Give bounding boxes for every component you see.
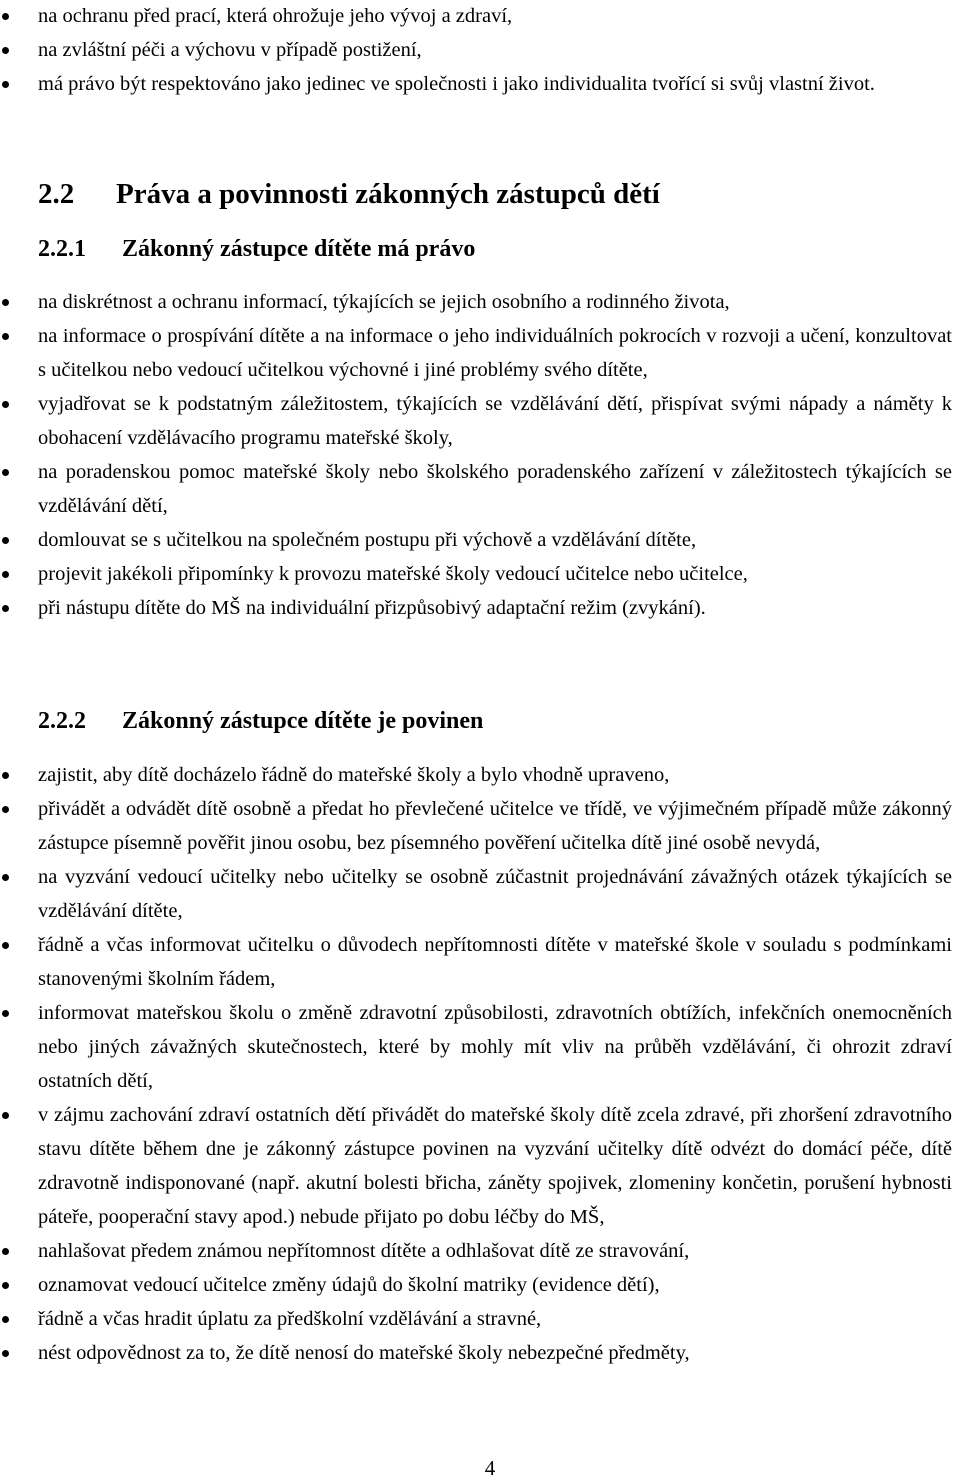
bullet-icon bbox=[2, 806, 9, 813]
list-item-text: řádně a včas informovat učitelku o důvodech nepřítomnosti dítěte v mateřské škole v souladu s podmínkami stanovenými školním řádem, bbox=[38, 934, 952, 990]
section-number: 2.2.2 bbox=[38, 708, 86, 734]
list-item bbox=[0, 1268, 960, 1302]
list-item-text: řádně a včas hradit úplatu za předškolní vzdělávání a stravné, bbox=[38, 1308, 542, 1330]
section-title: Zákonný zástupce dítěte je povinen bbox=[122, 708, 484, 734]
bullet-icon bbox=[2, 1282, 9, 1289]
bullet-icon bbox=[2, 1112, 9, 1119]
list-item bbox=[0, 557, 960, 591]
list-item bbox=[0, 928, 960, 996]
bullet-icon bbox=[2, 571, 9, 578]
list-item-text: má právo být respektováno jako jedinec ve společnosti i jako individualita tvořící si svůj vlastní život. bbox=[38, 73, 875, 95]
list-item bbox=[0, 67, 960, 101]
bullet-icon bbox=[2, 299, 9, 306]
bullet-icon bbox=[2, 874, 9, 881]
section-heading-2-2-1 bbox=[38, 236, 475, 263]
list-item-text: projevit jakékoli připomínky k provozu mateřské školy vedoucí učitelce nebo učitelce, bbox=[38, 563, 748, 585]
list-item-text: přivádět a odvádět dítě osobně a předat ho převlečené učitelce ve třídě, ve výjimečném případě může zákonný zástupce písemně pověřit jinou osobu, bez písemného pověření učitelka dítě jiné osobě nevydá, bbox=[38, 798, 952, 854]
bullet-icon bbox=[2, 605, 9, 612]
list-item bbox=[0, 1234, 960, 1268]
list-item-text: nést odpovědnost za to, že dítě nenosí do mateřské školy nebezpečné předměty, bbox=[38, 1342, 690, 1364]
page-number: 4 bbox=[484, 1456, 496, 1480]
list-item bbox=[0, 455, 960, 523]
list-item-text: na zvláštní péči a výchovu v případě postižení, bbox=[38, 39, 422, 61]
list-item bbox=[0, 1098, 960, 1234]
bullet-icon bbox=[2, 13, 9, 20]
section-title: Zákonný zástupce dítěte má právo bbox=[122, 236, 476, 262]
list-item bbox=[0, 285, 960, 319]
list-item bbox=[0, 0, 960, 33]
list-item bbox=[0, 758, 960, 792]
bullet-icon bbox=[2, 401, 9, 408]
list-item-text: oznamovat vedoucí učitelce změny údajů do školní matriky (evidence dětí), bbox=[38, 1274, 660, 1296]
list-item-text: na ochranu před prací, která ohrožuje jeho vývoj a zdraví, bbox=[38, 5, 513, 27]
bullet-icon bbox=[2, 772, 9, 779]
list-item-text: při nástupu dítěte do MŠ na individuální přizpůsobivý adaptační režim (zvykání). bbox=[38, 597, 706, 619]
bullet-icon bbox=[2, 333, 9, 340]
intro-list bbox=[0, 0, 960, 101]
list-item bbox=[0, 860, 960, 928]
list-item-text: na poradenskou pomoc mateřské školy nebo školského poradenského zařízení v záležitostech týkajících se vzdělávání dětí, bbox=[38, 461, 952, 517]
bullet-icon bbox=[2, 81, 9, 88]
section-heading-2-2-2 bbox=[38, 708, 483, 735]
list-item bbox=[0, 591, 960, 625]
list-item-text: na informace o prospívání dítěte a na informace o jeho individuálních pokrocích v rozvoji a učení, konzultovat s učitelkou nebo vedoucí učitelkou výchovné i jiné problémy svého dítěte, bbox=[38, 325, 952, 381]
bullet-icon bbox=[2, 469, 9, 476]
list-item bbox=[0, 33, 960, 67]
list-item-text: na diskrétnost a ochranu informací, týkajících se jejich osobního a rodinného života, bbox=[38, 291, 730, 313]
section-title: Práva a povinnosti zákonných zástupců dětí bbox=[116, 178, 660, 210]
section-number: 2.2 bbox=[38, 178, 75, 210]
bullet-icon bbox=[2, 1316, 9, 1323]
list-item bbox=[0, 792, 960, 860]
section-heading-2-2 bbox=[38, 178, 660, 211]
list-item bbox=[0, 319, 960, 387]
bullet-icon bbox=[2, 47, 9, 54]
bullet-icon bbox=[2, 1350, 9, 1357]
list-item bbox=[0, 387, 960, 455]
section-number: 2.2.1 bbox=[38, 236, 86, 262]
bullet-icon bbox=[2, 1010, 9, 1017]
list-item-text: informovat mateřskou školu o změně zdravotní způsobilosti, zdravotních obtížích, infekčních onemocněních nebo jiných závažných skutečnostech, které by mohly mít vliv na průběh vzdělávání, či ohrozit zdraví ostatních dětí, bbox=[38, 1002, 952, 1092]
list-item bbox=[0, 996, 960, 1098]
list-item-text: na vyzvání vedoucí učitelky nebo učitelky se osobně zúčastnit projednávání závažných otázek týkajících se vzdělávání dítěte, bbox=[38, 866, 952, 922]
bullet-icon bbox=[2, 942, 9, 949]
bullet-icon bbox=[2, 537, 9, 544]
duties-list bbox=[0, 758, 960, 1370]
list-item-text: nahlašovat předem známou nepřítomnost dítěte a odhlašovat dítě ze stravování, bbox=[38, 1240, 690, 1262]
list-item bbox=[0, 1302, 960, 1336]
rights-list bbox=[0, 285, 960, 625]
list-item-text: v zájmu zachování zdraví ostatních dětí přivádět do mateřské školy dítě zcela zdravé, při zhoršení zdravotního stavu dítěte během dne je zákonný zástupce povinen na vyzvání učitelky dítě odvézt do domácí péče, dítě zdravotně indisponované (např. akutní bolesti břicha, záněty spojivek, zlomeniny končetin, porušení hybnosti páteře, pooperační stavy apod.) nebude přijato po dobu léčby do MŠ, bbox=[38, 1104, 952, 1228]
list-item bbox=[0, 523, 960, 557]
list-item-text: zajistit, aby dítě docházelo řádně do mateřské školy a bylo vhodně upraveno, bbox=[38, 764, 670, 786]
list-item bbox=[0, 1336, 960, 1370]
bullet-icon bbox=[2, 1248, 9, 1255]
list-item-text: vyjadřovat se k podstatným záležitostem, týkajících se vzdělávání dětí, přispívat svými nápady a náměty k obohacení vzdělávacího programu mateřské školy, bbox=[38, 393, 952, 449]
list-item-text: domlouvat se s učitelkou na společném postupu při výchově a vzdělávání dítěte, bbox=[38, 529, 697, 551]
